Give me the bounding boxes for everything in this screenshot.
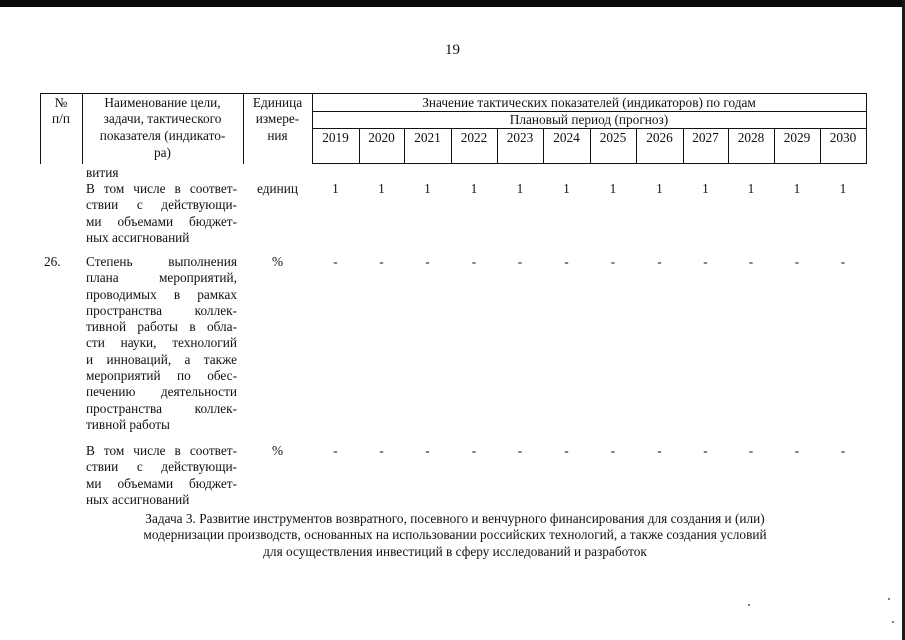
- row-value-cell: -: [748, 443, 754, 458]
- scan-speck: [748, 604, 750, 606]
- row-value-cell: -: [564, 254, 569, 269]
- row-name-line: В том числе в соответ-: [86, 181, 237, 196]
- row-name-line: печению деятельности: [86, 384, 237, 400]
- row-value-cell: -: [840, 443, 846, 458]
- year-label: 2020: [368, 130, 395, 145]
- header-unit-line1: Единица: [252, 95, 303, 110]
- task-heading-line: модернизации производств, основанных на использовании российских технологий, а также создания условий: [143, 527, 767, 543]
- row-value-cell: 1: [378, 181, 385, 196]
- row-value-cell: -: [703, 254, 708, 269]
- row-value-cell: -: [840, 254, 846, 269]
- header-name-line1: Наименование цели,: [104, 95, 221, 110]
- row-name-line: тивной работы: [86, 416, 170, 432]
- row-value-cell: -: [379, 254, 384, 269]
- row-number: 26.: [44, 254, 61, 269]
- year-label: 2021: [414, 130, 441, 145]
- header-border-right: [866, 93, 867, 164]
- row-value-cell: 1: [609, 181, 617, 196]
- year-label: 2024: [553, 130, 580, 145]
- row-value-cell: -: [379, 443, 384, 458]
- task-heading-line: Задача 3. Развитие инструментов возвратного, посевного и венчурного финансирования для создания и (или): [145, 511, 765, 526]
- row-name-line: ми объемами бюджет-: [86, 213, 237, 229]
- row-value-cell: -: [333, 443, 338, 458]
- row-value-cell: -: [610, 254, 616, 269]
- row-name-line: В том числе в соответ-: [86, 443, 237, 458]
- row-value-cell: 1: [656, 181, 663, 196]
- row-name-line: ных ассигнований: [86, 491, 190, 507]
- header-period-title: Плановый период (прогноз): [509, 112, 669, 127]
- row-value-cell: -: [471, 254, 477, 269]
- header-unit-line3: ния: [267, 128, 288, 143]
- row-value-cell: -: [703, 443, 708, 458]
- row-value-cell: -: [610, 443, 616, 458]
- row-value-cell: 1: [332, 181, 339, 196]
- row-name-line: и инноваций, а также: [86, 351, 237, 367]
- row-name-line: плана мероприятий,: [86, 270, 237, 286]
- row-value-cell: -: [517, 254, 523, 269]
- row-unit: %: [271, 443, 284, 458]
- row-name-line: пространства коллек-: [86, 302, 237, 318]
- row-value-cell: -: [657, 443, 662, 458]
- scan-speck: [892, 621, 894, 623]
- row-name-line: тивной работы в обла-: [86, 319, 237, 335]
- header-name-line4: ра): [154, 145, 171, 160]
- row-value-cell: -: [657, 254, 662, 269]
- row-value-cell: 1: [470, 181, 478, 196]
- row-name: [86, 181, 237, 246]
- row-value-cell: 1: [793, 181, 801, 196]
- row-name-line: ных ассигнований: [86, 229, 190, 245]
- header-name-line2: задачи, тактического: [103, 111, 222, 126]
- row-name-line: Степень выполнения: [86, 254, 237, 269]
- row-value-cell: -: [748, 254, 754, 269]
- row-value-cell: 1: [563, 181, 570, 196]
- header-no-line2: п/п: [52, 111, 70, 126]
- row-name-line: ствии с действующи-: [86, 459, 237, 475]
- row-name-line: проводимых в рамках: [86, 286, 237, 302]
- year-label: 2026: [646, 130, 673, 145]
- row-value-cell: -: [794, 443, 800, 458]
- header-group-title: Значение тактических показателей (индикаторов) по годам: [422, 95, 756, 110]
- row-value-cell: -: [471, 443, 477, 458]
- row-name-line: сти науки, технологий: [86, 335, 237, 351]
- page-number: 19: [445, 42, 460, 58]
- row-value-cell: 1: [702, 181, 709, 196]
- header-no-line1: №: [54, 95, 68, 110]
- year-label: 2027: [692, 130, 719, 145]
- task-heading: [60, 511, 850, 560]
- year-label: 2029: [783, 130, 811, 145]
- row-value-cell: 1: [839, 181, 847, 196]
- continuation-text: вития: [86, 165, 119, 180]
- row-value-cell: 1: [424, 181, 431, 196]
- row-name-line: ствии с действующи-: [86, 197, 237, 213]
- row-name: [86, 443, 237, 508]
- scan-top-border: [0, 0, 905, 7]
- year-label: 2030: [829, 130, 857, 145]
- row-value-cell: -: [794, 254, 800, 269]
- row-name: [86, 254, 237, 433]
- row-value-cell: -: [564, 443, 569, 458]
- header-top-rule: [40, 93, 867, 94]
- row-value-cell: -: [517, 443, 523, 458]
- row-unit: единиц: [257, 181, 298, 196]
- row-value-cell: 1: [516, 181, 524, 196]
- row-name-line: мероприятий по обес-: [86, 368, 237, 384]
- row-unit: %: [271, 254, 284, 269]
- header-name-line3: показателя (индикато-: [99, 128, 226, 143]
- year-label: 2023: [506, 130, 534, 145]
- row-name-line: пространства коллек-: [86, 400, 237, 416]
- task-heading-line: для осуществления инвестиций в сферу исследований и разработок: [263, 543, 647, 559]
- year-label: 2019: [322, 130, 349, 145]
- scan-speck: [888, 598, 890, 600]
- year-label: 2022: [460, 130, 488, 145]
- row-value-cell: -: [333, 254, 338, 269]
- row-value-cell: -: [425, 443, 430, 458]
- header-unit-line2: измере-: [255, 111, 300, 126]
- year-label: 2025: [599, 130, 627, 145]
- row-value-cell: -: [425, 254, 430, 269]
- year-label: 2028: [737, 130, 765, 145]
- row-name-line: ми объемами бюджет-: [86, 475, 237, 491]
- row-value-cell: 1: [747, 181, 755, 196]
